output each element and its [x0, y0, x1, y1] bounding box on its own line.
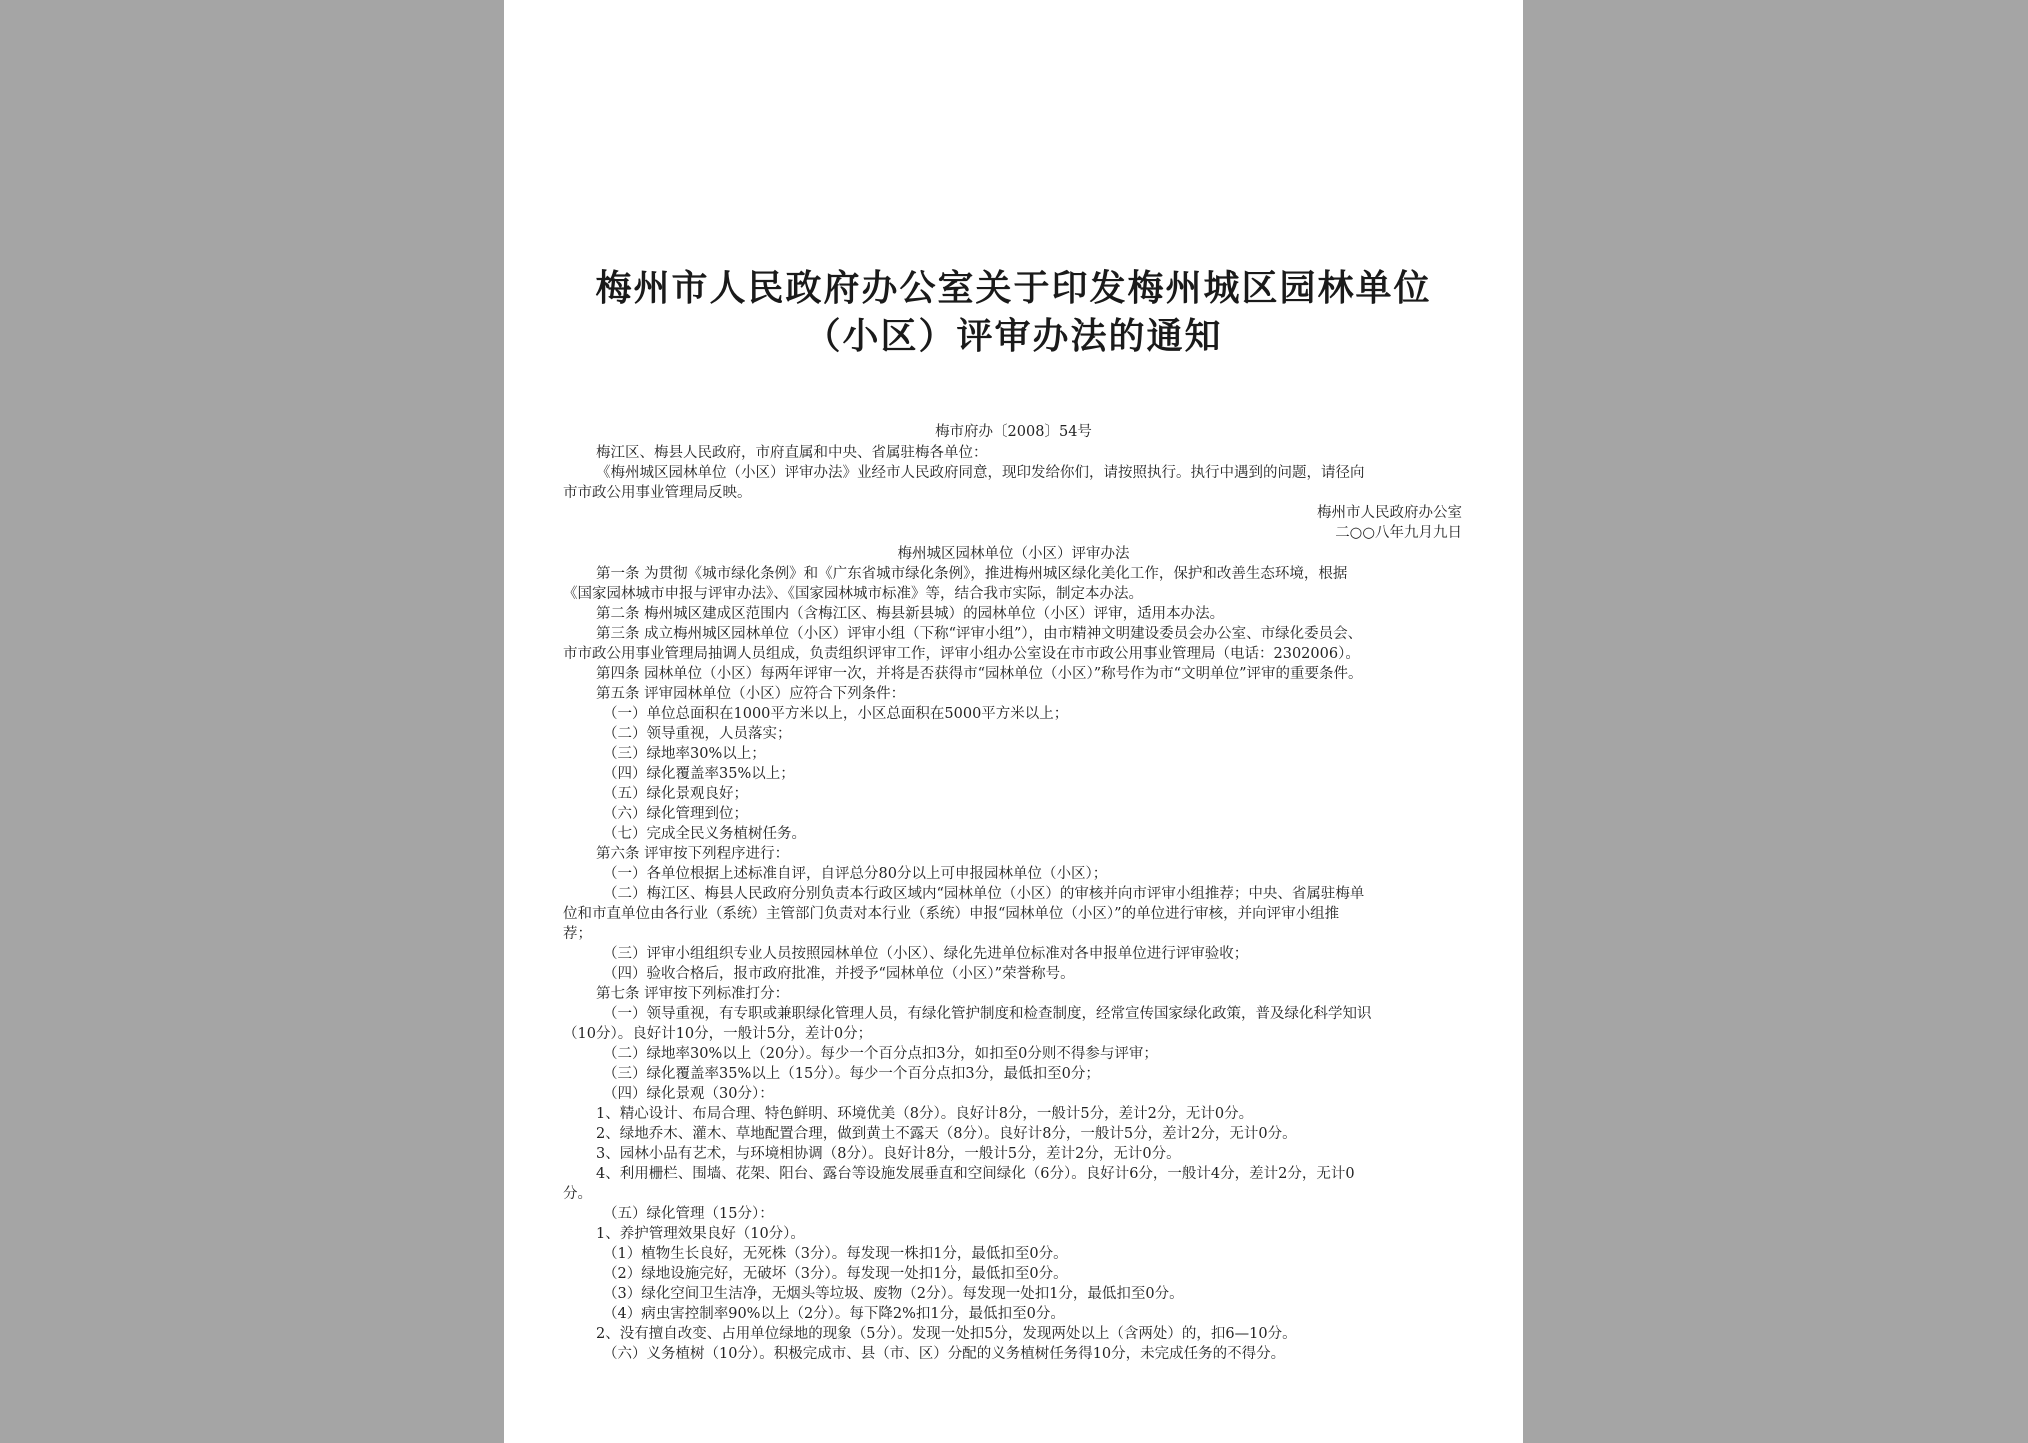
article-7-item-5-sub-2: 2、没有擅自改变、占用单位绿地的现象（5分）。发现一处扣5分，发现两处以上（含两处）的，扣6—10分。 [596, 1326, 1297, 1342]
intro-paragraph-line-2: 市市政公用事业管理局反映。 [563, 485, 752, 501]
article-7-item-4-sub-1: 1、精心设计、布局合理、特色鲜明、环境优美（8分）。良好计8分，一般计5分，差计2分，无计0分。 [596, 1106, 1254, 1122]
article-5-item-5: （五）绿化景观良好； [603, 786, 748, 802]
article-7-item-3: （三）绿化覆盖率35%以上（15分）。每少一个百分点扣3分，最低扣至0分； [603, 1066, 1100, 1082]
article-7-item-1-line-2: （10分）。良好计10分，一般计5分，差计0分； [563, 1026, 873, 1042]
article-7-item-5-sub-1-point-4: （4）病虫害控制率90%以上（2分）。每下降2%扣1分，最低扣至0分。 [603, 1306, 1065, 1322]
intro-paragraph-line-1: 《梅州城区园林单位（小区）评审办法》业经市人民政府同意，现印发给你们，请按照执行。执行中遇到的问题，请径向 [596, 465, 1365, 481]
article-7-item-5-sub-1-point-1: （1）植物生长良好，无死株（3分）。每发现一株扣1分，最低扣至0分。 [603, 1246, 1068, 1262]
article-1-line-1: 第一条 为贯彻《城市绿化条例》和《广东省城市绿化条例》，推进梅州城区绿化美化工作，保护和改善生态环境，根据 [596, 566, 1348, 582]
article-7-item-2: （二）绿地率30%以上（20分）。每少一个百分点扣3分，如扣至0分则不得参与评审； [603, 1046, 1158, 1062]
article-1-line-2: 《国家园林城市申报与评审办法》、《国家园林城市标准》等，结合我市实际，制定本办法。 [563, 586, 1143, 602]
article-5-item-1: （一）单位总面积在1000平方米以上，小区总面积在5000平方米以上； [603, 706, 1069, 722]
article-5-item-2: （二）领导重视，人员落实； [603, 726, 792, 742]
document-page [504, 0, 1523, 1443]
article-6-item-2-line-1: （二）梅江区、梅县人民政府分别负责本行政区域内“园林单位（小区）的审核并向市评审小组推荐；中央、省属驻梅单 [603, 886, 1365, 902]
article-6-item-4: （四）验收合格后，报市政府批准，并授予“园林单位（小区）”荣誉称号。 [603, 966, 1075, 982]
article-2: 第二条 梅州城区建成区范围内（含梅江区、梅县新县城）的园林单位（小区）评审，适用本办法。 [596, 606, 1225, 622]
article-7-item-4: （四）绿化景观（30分）： [603, 1086, 774, 1102]
doc-number: 梅市府办〔2008〕54号 [935, 424, 1092, 440]
rules-title: 梅州城区园林单位（小区）评审办法 [897, 546, 1130, 562]
notice-title-line-1: 梅州市人民政府办公室关于印发梅州城区园林单位 [595, 267, 1432, 309]
article-5-item-7: （七）完成全民义务植树任务。 [603, 826, 806, 842]
article-3-line-2: 市市政公用事业管理局抽调人员组成，负责组织评审工作，评审小组办公室设在市市政公用事业管理局（电话：2302006）。 [563, 646, 1360, 662]
article-6-item-1: （一）各单位根据上述标准自评，自评总分80分以上可申报园林单位（小区）； [603, 866, 1108, 882]
article-7-item-4-sub-4-line-1: 4、利用栅栏、围墙、花架、阳台、露台等设施发展垂直和空间绿化（6分）。良好计6分，一般计4分，差计2分，无计0 [596, 1166, 1355, 1182]
article-7-item-5-sub-1: 1、养护管理效果良好（10分）。 [596, 1226, 805, 1242]
article-6-item-2-line-2: 位和市直单位由各行业（系统）主管部门负责对本行业（系统）申报“园林单位（小区）”的单位进行审核，并向评审小组推 [563, 906, 1340, 922]
article-7-item-4-sub-4-line-2: 分。 [563, 1186, 592, 1202]
article-5: 第五条 评审园林单位（小区）应符合下列条件： [596, 686, 906, 702]
article-6-item-2-line-3: 荐； [563, 926, 592, 942]
article-5-item-4: （四）绿化覆盖率35%以上； [603, 766, 795, 782]
article-7-item-6: （六）义务植树（10分）。积极完成市、县（市、区）分配的义务植树任务得10分，未完成任务的不得分。 [603, 1346, 1286, 1362]
issue-date: 二○○八年九月九日 [1335, 525, 1462, 541]
article-4: 第四条 园林单位（小区）每两年评审一次，并将是否获得市“园林单位（小区）”称号作为市“文明单位”评审的重要条件。 [596, 666, 1363, 682]
article-6: 第六条 评审按下列程序进行： [596, 846, 790, 862]
article-7-item-1-line-1: （一）领导重视，有专职或兼职绿化管理人员，有绿化管护制度和检查制度，经常宣传国家绿化政策，普及绿化科学知识 [603, 1006, 1372, 1022]
article-7-item-4-sub-2: 2、绿地乔木、灌木、草地配置合理，做到黄土不露天（8分）。良好计8分，一般计5分，差计2分，无计0分。 [596, 1126, 1297, 1142]
addressee: 梅江区、梅县人民政府，市府直属和中央、省属驻梅各单位： [596, 445, 988, 461]
article-7: 第七条 评审按下列标准打分： [596, 986, 790, 1002]
article-5-item-3: （三）绿地率30%以上； [603, 746, 766, 762]
article-7-item-4-sub-3: 3、园林小品有艺术，与环境相协调（8分）。良好计8分，一般计5分，差计2分，无计0分。 [596, 1146, 1181, 1162]
article-7-item-5-sub-1-point-3: （3）绿化空间卫生洁净，无烟头等垃圾、废物（2分）。每发现一处扣1分，最低扣至0分。 [603, 1286, 1184, 1302]
issuer: 梅州市人民政府办公室 [1317, 505, 1462, 521]
article-7-item-5-sub-1-point-2: （2）绿地设施完好，无破坏（3分）。每发现一处扣1分，最低扣至0分。 [603, 1266, 1068, 1282]
article-7-item-5: （五）绿化管理（15分）： [603, 1206, 774, 1222]
notice-title-line-2: （小区）评审办法的通知 [804, 315, 1223, 357]
article-6-item-3: （三）评审小组组织专业人员按照园林单位（小区）、绿化先进单位标准对各申报单位进行评审验收； [603, 946, 1249, 962]
article-3-line-1: 第三条 成立梅州城区园林单位（小区）评审小组（下称“评审小组”），由市精神文明建设委员会办公室、市绿化委员会、 [596, 626, 1363, 642]
article-5-item-6: （六）绿化管理到位； [603, 806, 748, 822]
